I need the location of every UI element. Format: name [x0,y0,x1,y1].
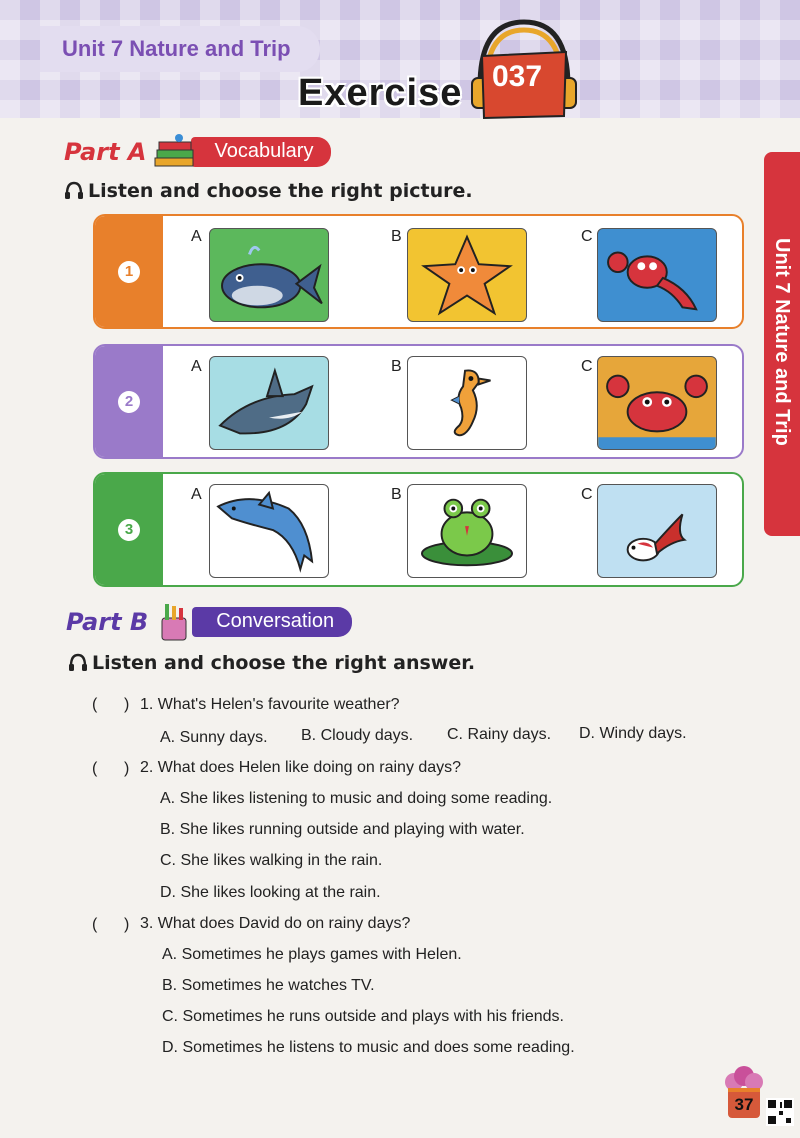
side-unit-tab [764,152,800,536]
crab-picture[interactable] [597,356,717,450]
seahorse-picture[interactable] [407,356,527,450]
headphones-small-icon [68,652,88,672]
side-tab-label: Unit 7 Nature and Trip [771,238,793,446]
qr-code-icon [766,1098,794,1126]
page-number: 37 [728,1092,760,1118]
row-number-badge [95,474,163,585]
part-b-instruction-text: Listen and choose the right answer. [92,652,476,674]
row-number: 1 [118,261,140,283]
frog-picture[interactable] [407,484,527,578]
part-b-badge: Conversation [192,607,352,637]
books-icon [151,132,199,172]
option-letter: C [581,228,593,245]
frog-icon [408,485,526,577]
answer-option: B. Cloudy days. [301,727,414,744]
picture-row-2 [93,344,744,459]
shark-picture[interactable] [209,356,329,450]
goldfish-picture[interactable] [597,484,717,578]
exercise-title: Exercise [298,72,463,114]
lobster-picture[interactable] [597,228,717,322]
seahorse-icon [408,357,526,449]
question-text: 2. What does Helen like doing on rainy days? [140,759,462,776]
row-number: 3 [118,519,140,541]
goldfish-icon [598,485,716,577]
starfish-picture[interactable] [407,228,527,322]
option-letter: B [391,486,402,503]
dolphin-picture[interactable] [209,484,329,578]
picture-row-1 [93,214,744,329]
exercise-number: 037 [491,60,543,93]
whale-icon [210,229,328,321]
part-b-label: Part B [66,608,149,636]
part-a-instruction [64,180,473,202]
part-b-instruction [68,652,475,674]
answer-option: D. Sometimes he listens to music and does some reading. [162,1039,575,1056]
whale-picture[interactable] [209,228,329,322]
part-a-instruction-text: Listen and choose the right picture. [88,180,473,202]
part-a-label: Part A [64,138,147,166]
answer-option: A. Sometimes he plays games with Helen. [162,946,462,963]
part-a-badge: Vocabulary [191,137,332,167]
answer-option: A. She likes listening to music and doing some reading. [160,790,553,807]
answer-option: A. Sunny days. [160,729,268,746]
answer-option: D. Windy days. [579,725,687,742]
answer-blank[interactable]: ( ) [92,916,130,933]
crab-icon [598,357,716,449]
unit-title: Unit 7 Nature and Trip [40,26,320,72]
lobster-icon [598,229,716,321]
page-header [0,0,800,118]
answer-option: B. Sometimes he watches TV. [162,977,375,994]
answer-option: D. She likes looking at the rain. [160,884,381,901]
headphones-small-icon [64,180,84,200]
answer-blank[interactable]: ( ) [92,696,130,713]
answer-option: C. Sometimes he runs outside and plays with his friends. [162,1008,564,1025]
row-number: 2 [118,391,140,413]
option-letter: A [191,358,202,375]
option-letter: C [581,358,593,375]
answer-option: B. She likes running outside and playing with water. [160,821,525,838]
answer-option: C. She likes walking in the rain. [160,852,383,869]
option-letter: A [191,228,202,245]
shark-icon [210,357,328,449]
part-b-heading [66,602,352,642]
option-letter: C [581,486,593,503]
picture-row-3 [93,472,744,587]
row-number-badge [95,216,163,327]
option-letter: B [391,228,402,245]
answer-blank[interactable]: ( ) [92,760,130,777]
option-letter: B [391,358,402,375]
pencil-cup-icon [152,602,200,642]
question-text: 3. What does David do on rainy days? [140,915,411,932]
question-text: 1. What's Helen's favourite weather? [140,696,400,713]
answer-option: C. Rainy days. [447,726,552,743]
starfish-icon [408,229,526,321]
option-letter: A [191,486,202,503]
part-a-heading [64,132,331,172]
row-number-badge [95,346,163,457]
dolphin-icon [210,485,328,577]
